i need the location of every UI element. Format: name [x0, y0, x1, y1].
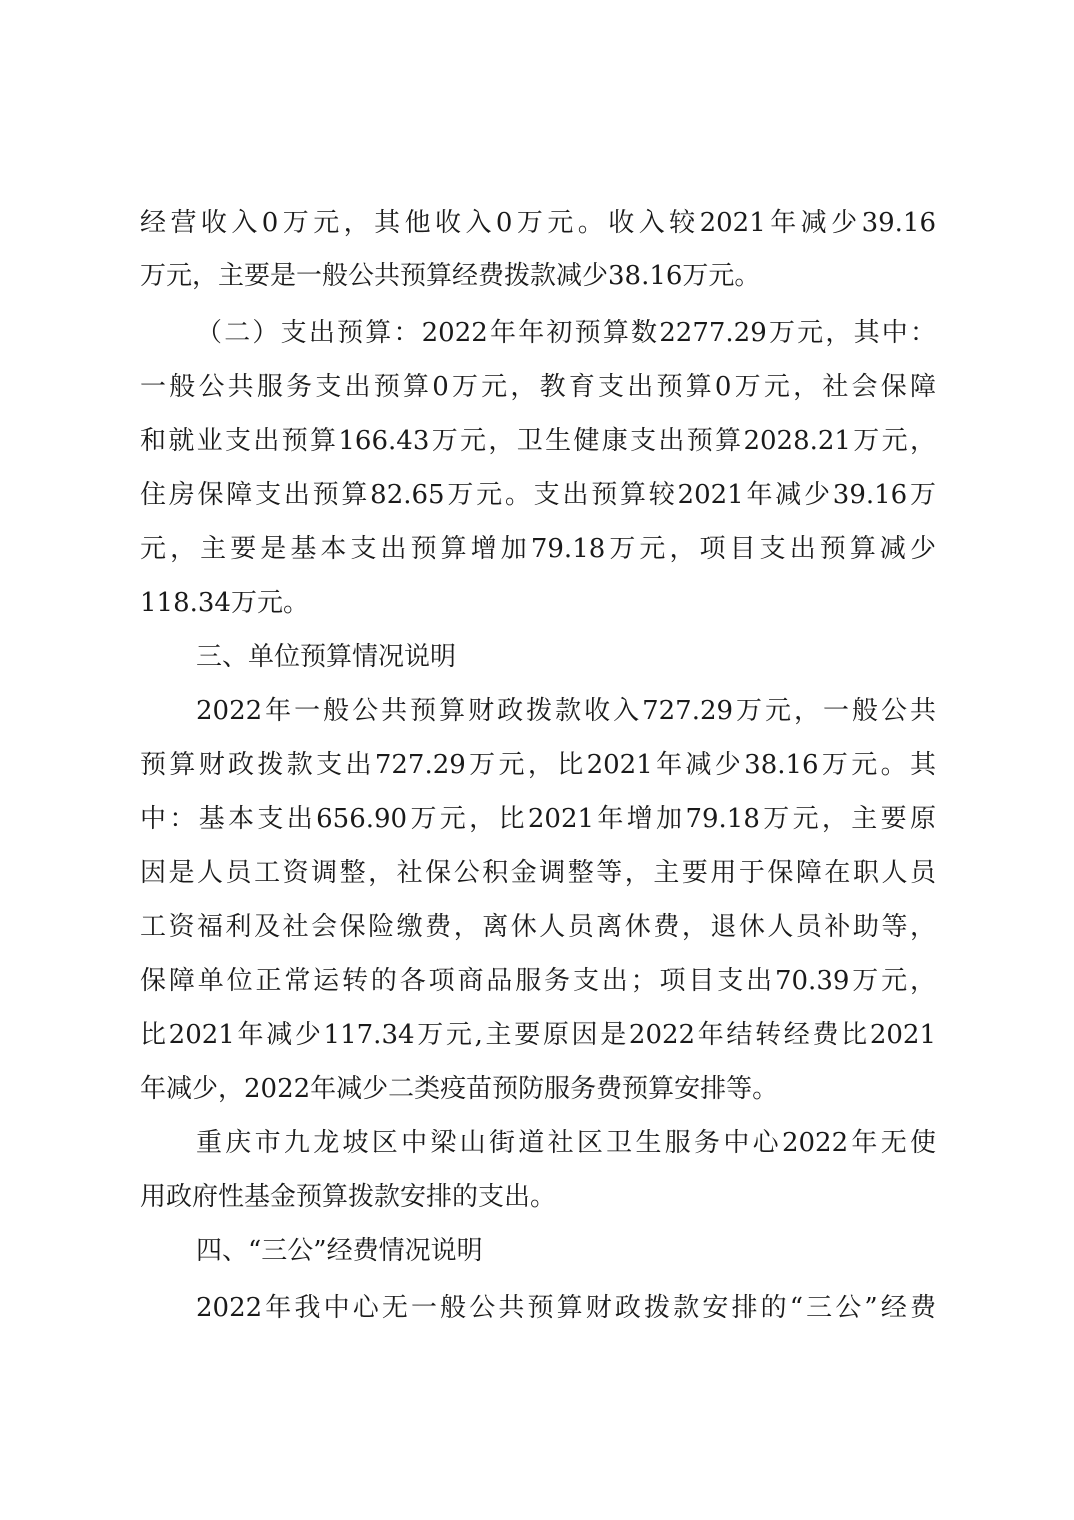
text-line: 因是人员工资调整，社保公积金调整等，主要用于保障在职人员: [140, 858, 936, 888]
text-line: 和就业支出预算166.43万元，卫生健康支出预算2028.21万元，: [140, 426, 936, 456]
text-line: 118.34万元。: [140, 588, 309, 618]
text-line: 预算财政拨款支出727.29万元，比2021年减少38.16万元。其: [140, 750, 936, 780]
text-line: 2022年我中心无一般公共预算财政拨款安排的“三公”经费: [196, 1293, 936, 1323]
section-heading: 三、单位预算情况说明: [196, 642, 457, 672]
text-line: 中：基本支出656.90万元，比2021年增加79.18万元，主要原: [140, 804, 936, 834]
text-line: 重庆市九龙坡区中梁山街道社区卫生服务中心2022年无使: [196, 1128, 936, 1158]
text-line: 一般公共服务支出预算0万元，教育支出预算0万元，社会保障: [140, 372, 936, 402]
text-line: 年减少，2022年减少二类疫苗预防服务费预算安排等。: [140, 1074, 779, 1104]
text-line: 工资福利及社会保险缴费，离休人员离休费，退休人员补助等，: [140, 912, 936, 942]
text-line: 住房保障支出预算82.65万元。支出预算较2021年减少39.16万: [140, 480, 936, 510]
text-line: 元，主要是基本支出预算增加79.18万元，项目支出预算减少: [140, 534, 936, 564]
text-line: （二）支出预算：2022年年初预算数2277.29万元，其中：: [196, 318, 936, 348]
text-line: 2022年一般公共预算财政拨款收入727.29万元，一般公共: [196, 696, 936, 726]
text-line: 万元，主要是一般公共预算经费拨款减少38.16万元。: [140, 261, 761, 291]
section-heading: 四、“三公”经费情况说明: [196, 1236, 483, 1266]
text-line: 经营收入0万元，其他收入0万元。收入较2021年减少39.16: [140, 208, 936, 238]
text-line: 比2021年减少117.34万元,主要原因是2022年结转经费比2021: [140, 1020, 936, 1050]
text-line: 用政府性基金预算拨款安排的支出。: [140, 1182, 557, 1212]
text-line: 保障单位正常运转的各项商品服务支出；项目支出70.39万元，: [140, 966, 936, 996]
